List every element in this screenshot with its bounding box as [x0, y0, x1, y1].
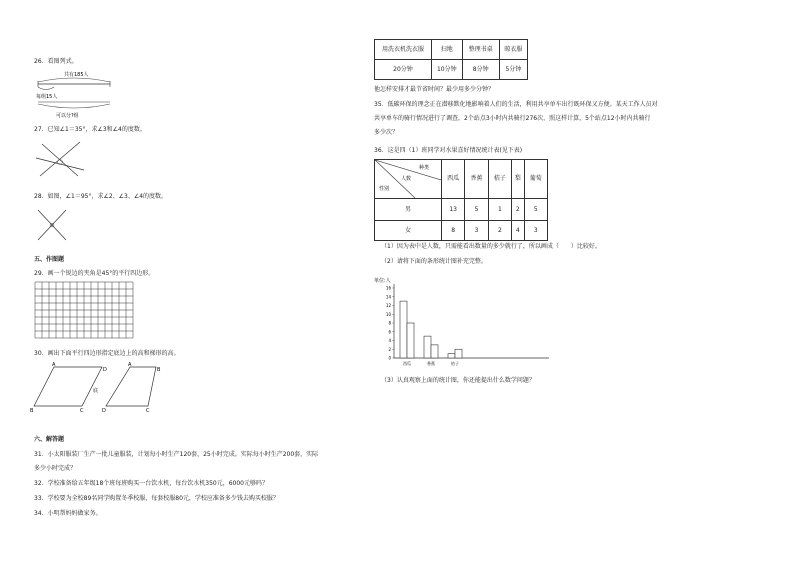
q27-figure — [34, 136, 86, 180]
chore-value: 20分钟 — [375, 60, 432, 80]
q34-text: 34．小明帮妈妈做家务。 — [34, 510, 102, 517]
fruit-table — [374, 159, 548, 241]
row-label: 女 — [375, 221, 442, 241]
label-b2: B — [157, 367, 161, 373]
q35-line2: 共享单车的骑行情况进行了调查，2个站点3小时内共骑行276次，照这样计算，5个站点12小时内共骑行 — [374, 115, 651, 122]
chore-header: 扫地 — [432, 40, 463, 60]
chore-header: 用洗衣机洗衣服 — [375, 40, 432, 60]
y-tick-label: 10 — [385, 311, 391, 317]
q26-top-label: 共有185人 — [64, 72, 89, 78]
bar — [424, 336, 431, 358]
table-cell: 2 — [488, 221, 511, 241]
q31-line1: 31．小太阳服装厂生产一批儿童服装，计划每小时生产120套，25小时完成。实际每小时生产200套，实际 — [34, 451, 319, 458]
chore-header-row — [375, 40, 528, 60]
chore-value-row — [375, 60, 528, 80]
q35-line3: 多少次？ — [374, 129, 399, 136]
y-tick-label: 14 — [385, 294, 391, 300]
y-tick-label: 6 — [388, 329, 391, 335]
q36-sub1: （1）因为表中是人数，只需能看出数量的多少就行了，所以画成（ ）比较好。 — [381, 243, 601, 250]
label-a1: A — [52, 362, 56, 368]
bar — [448, 354, 455, 358]
x-tick-label: 桔子 — [451, 361, 459, 366]
y-tick-label: 12 — [385, 303, 391, 308]
q28-text: 28．如图，∠1＝95°，求∠2、∠3、∠4的度数。 — [34, 193, 168, 200]
bar — [431, 345, 438, 358]
table-cell: 8 — [442, 221, 465, 241]
chore-table — [374, 39, 528, 80]
q30-figures — [30, 362, 170, 414]
bar — [400, 301, 407, 358]
fruit-header: 西瓜 — [442, 160, 465, 199]
bar — [407, 323, 414, 358]
chore-header: 整理书桌 — [462, 40, 499, 60]
q35-line1: 35．低碳环保的理念正在潜移默化地影响着人们的生活，利用共享单车出行既环保又方便。某天工作人员对 — [374, 101, 658, 108]
base-label: 底 — [93, 388, 99, 394]
q26-line-diagram — [34, 68, 124, 120]
row-label: 男 — [375, 199, 442, 221]
label-c1: C — [80, 408, 84, 414]
section5-title: 五、作图题 — [34, 256, 65, 263]
x-tick-label: 香蕉 — [427, 361, 435, 366]
table-row — [375, 199, 548, 221]
table-cell: 2 — [512, 199, 525, 221]
q26-bottom-label: 可以分?组 — [56, 113, 79, 119]
fruit-bar-chart — [374, 274, 554, 372]
fruit-corner-cell — [375, 160, 442, 199]
q26-bottom-left-label: 每组15人 — [36, 94, 58, 100]
q36-sub3: （3）认真观察上面的统计图，你还能提出什么数学问题？ — [381, 377, 535, 384]
label-d1: D — [103, 367, 107, 373]
q33-text: 33．学校要为全校89名同学购置冬季校服，每套校服80元，学校应准备多少钱去购买校服？ — [34, 495, 279, 502]
q36-sub2: （2）请将下面的条形统计图补充完整。 — [381, 258, 487, 265]
q34-question: 他怎样安排才最节省时间？最少用多少分钟？ — [374, 86, 495, 93]
fruit-header: 葡萄 — [524, 160, 547, 199]
fruit-header-row — [375, 160, 548, 199]
chore-value: 8分钟 — [462, 60, 499, 80]
q36-title: 36．这是四（1）班同学对水果喜好情况统计表(见下表) — [374, 147, 523, 154]
y-axis-label: 单位:人 — [374, 278, 391, 284]
q27-text: 27．已知∠1＝35°，求∠3和∠4的度数。 — [34, 126, 146, 133]
fruit-header: 香蕉 — [465, 160, 488, 199]
corner-gender: 性别 — [379, 186, 390, 192]
q29-text: 29．画一个锐边的夹角是45°的平行四边形。 — [34, 270, 155, 277]
trapezoid-shape — [106, 367, 156, 406]
q26-text: 26．看图列式。 — [34, 58, 78, 65]
q28-figure — [34, 206, 70, 244]
table-row — [375, 221, 548, 241]
corner-count: 人数 — [401, 176, 412, 182]
table-cell: 3 — [465, 221, 488, 241]
fruit-header: 梨 — [512, 160, 525, 199]
chore-value: 5分钟 — [499, 60, 527, 80]
corner-kind: 种类 — [419, 165, 430, 171]
label-c2: C — [146, 408, 150, 414]
y-tick-label: 8 — [388, 320, 391, 326]
fruit-header: 桔子 — [488, 160, 511, 199]
y-tick-label: 4 — [388, 338, 391, 343]
chore-header: 晾衣服 — [499, 40, 527, 60]
corner-diagonals — [375, 160, 441, 198]
y-tick-label: 16 — [385, 285, 391, 291]
table-cell: 5 — [465, 199, 488, 221]
q32-text: 32．学校准备给五年级18个班每班购买一台饮水机，每台饮水机350元，6000元够吗？ — [34, 480, 268, 487]
x-tick-label: 西瓜 — [403, 361, 411, 366]
table-cell: 4 — [512, 221, 525, 241]
q30-text: 30．画出下面平行四边形指定底边上的高和梯形的高。 — [34, 350, 180, 357]
chore-value: 10分钟 — [432, 60, 463, 80]
parallelogram-shape — [34, 367, 102, 406]
q29-grid — [34, 281, 136, 343]
table-cell: 5 — [524, 199, 547, 221]
y-tick-label: 2 — [388, 346, 391, 352]
label-b1: B — [30, 408, 34, 414]
label-a2: A — [128, 362, 132, 368]
table-cell: 3 — [524, 221, 547, 241]
section6-title: 六、解答题 — [34, 436, 65, 443]
table-cell: 13 — [442, 199, 465, 221]
bar — [455, 349, 462, 358]
table-cell: 1 — [488, 199, 511, 221]
q31-line2: 多少小时完成？ — [34, 465, 77, 472]
label-d2: D — [102, 408, 106, 414]
y-tick-label: 0 — [388, 355, 391, 361]
